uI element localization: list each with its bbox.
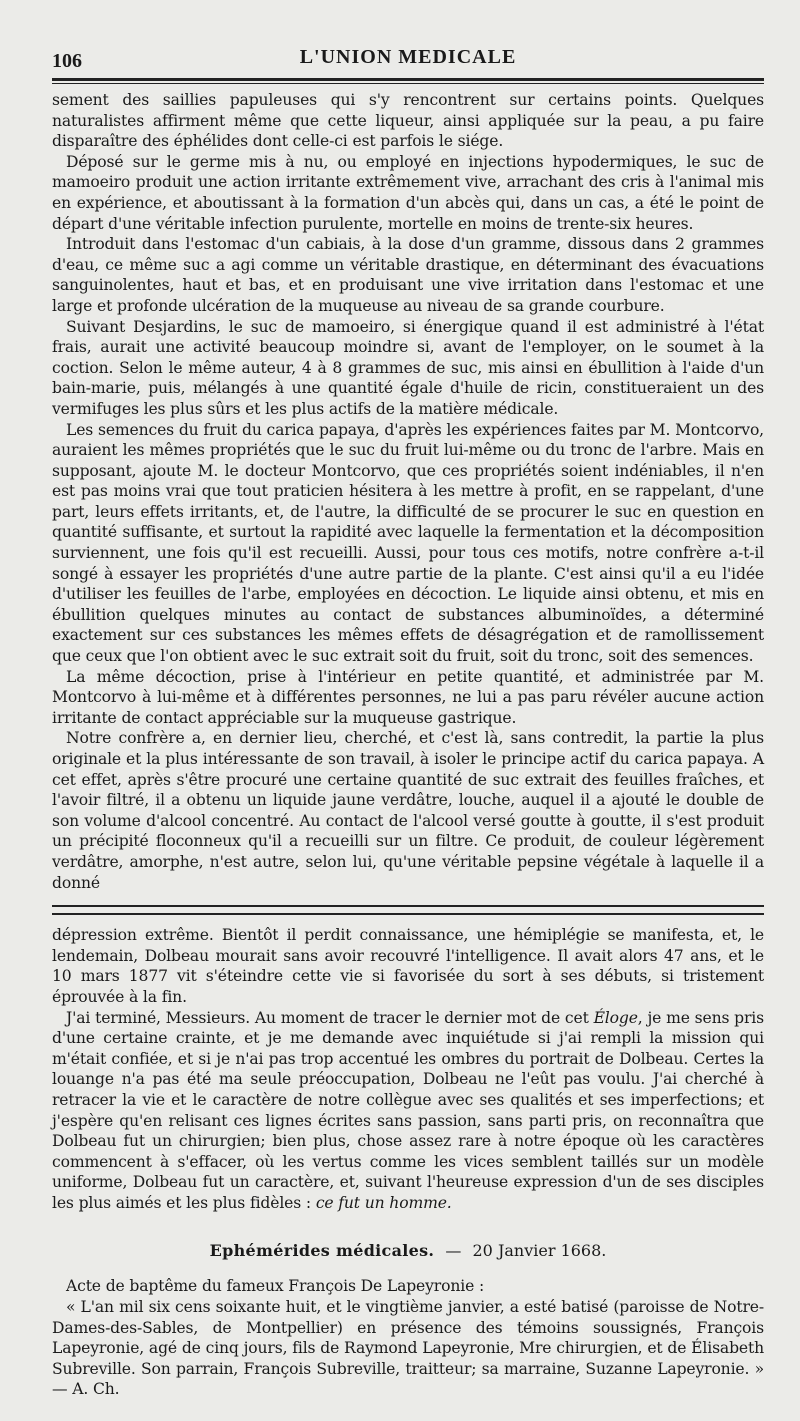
text-run: J'ai terminé, Messieurs. Au moment de tracer le dernier mot de cet xyxy=(66,1008,594,1027)
heading-dash: — xyxy=(445,1241,462,1261)
article-body xyxy=(52,90,764,893)
page-number: 106 xyxy=(52,50,82,72)
article-paragraph: Suivant Desjardins, le suc de mamoeiro, si énergique quand il est administré à l'état frais, aurait une activité beaucoup moindre si, avant de l'employer, on le soumet à la coction. Selon le même auteur, 4 à 8 grammes de suc, mis ainsi en ébullition à l'aide d'un bain-marie, puis, mélangés à une quantité égale d'huile de ricin, constitueraient un des vermifuges les plus sûrs et les plus actifs de la matière médicale. xyxy=(52,317,764,418)
header-rule xyxy=(52,78,764,81)
footnote-separator xyxy=(52,905,764,915)
running-title: L'UNION MEDICALE xyxy=(299,46,517,68)
feuilleton-paragraph: dépression extrême. Bientôt il perdit connaissance, une hémiplégie se manifesta, et, le lendemain, Dolbeau mourait sans avoir recouvré l'intelligence. Il avait alors 47 ans, et le 10 mars 1877 vit s'éteindre cette vie si favorisée du sort à ses débuts, si tristement éprouvée à la fin. xyxy=(52,926,764,1006)
feuilleton-paragraph xyxy=(52,1008,764,1214)
article-paragraph: La même décoction, prise à l'intérieur en petite quantité, et administrée par M. Montcorvo à lui-même et à différentes personnes, ne lui a pas paru révéler aucune action irritante de contact appréciable sur la muqueuse gastrique. xyxy=(52,667,764,727)
ephemerides-heading xyxy=(52,1241,764,1260)
ephemerides-title: Ephémérides médicales. xyxy=(209,1241,435,1261)
ephemerides-date: 20 Janvier 1668. xyxy=(472,1241,607,1261)
text-run: , je me sens pris d'une certaine crainte, et je me demande avec inquiétude si j'ai rempli la mission qui m'était confiée, et si je n'ai pas trop accentué les ombres du portrait de Dolbeau. Certes la louange n'a pas été ma seule préoccupation, Dolbeau ne l'eût pas voulu. J'ai cherché à retracer la vie et le caractère de notre collègue avec ses qualités et ses imperfections; et j'espère qu'en relisant ces lignes écrites sans passion, sans parti pris, on reconnaîtra que Dolbeau fut un chirurgien; bien plus, chose assez rare à notre époque où les caractères commencent à s'effacer, où les vertus comme les vices semblent taillés sur un modèle uniforme, Dolbeau fut un caractère, et, suivant l'heureuse expression d'un de ses disciples les plus aimés et les plus fidèles : xyxy=(52,1008,764,1212)
signature: — A. Ch. xyxy=(52,1380,120,1399)
feuilleton-section xyxy=(52,925,764,1213)
closing-quote: ce fut un homme. xyxy=(315,1193,452,1212)
page-header xyxy=(52,40,764,74)
italic-title: Éloge xyxy=(593,1008,638,1027)
act-text: « L'an mil six cens soixante huit, et le vingtième janvier, a esté batisé (paroisse de Notre-Dames-des-Sables, de Montpellier) en présence des témoins soussignés, François Lapeyronie, agé de cinq jours, fils de Raymond Lapeyronie, Mre chirurgien, et de Élisabeth Subreville. Son parrain, François Subreville, traitteur; sa marraine, Suzanne Lapeyronie. » xyxy=(52,1298,764,1378)
ephemerides-body xyxy=(52,1276,764,1400)
article-paragraph: Les semences du fruit du carica papaya, d'après les expériences faites par M. Montcorvo, auraient les mêmes propriétés que le suc du fruit lui-même ou du tronc de l'arbre. Mais en supposant, ajoute M. le docteur Montcorvo, que ces propriétés soient indéniables, il n'en est pas moins vrai que tout praticien hésitera à les mettre à profit, en se rappelant, d'une part, leurs effets irritants, et, de l'autre, la difficulté de se procurer le suc en question en quantité suffisante, et surtout la rapidité avec laquelle la fermentation et la décomposition surviennent, une fois qu'il est recueilli. Aussi, pour tous ces motifs, notre confrère a-t-il songé à essayer les propriétés d'une autre partie de la plante. C'est ainsi qu'il a eu l'idée d'utiliser les feuilles de l'arbe, employées en décoction. Le liquide ainsi obtenu, et mis en ébullition quelques minutes au contact de substances albuminoïdes, a déterminé exactement sur ces substances les mêmes effets de désagrégation et de ramollissement que ceux que l'on obtient avec le suc extrait soit du fruit, soit du tronc, soit des semences. xyxy=(52,420,764,666)
article-paragraph: Notre confrère a, en dernier lieu, cherché, et c'est là, sans contredit, la partie la plus originale et la plus intéressante de son travail, à isoler le principe actif du carica papaya. A cet effet, après s'être procuré une certaine quantité de suc extrait des feuilles fraîches, et l'avoir filtré, il a obtenu un liquide jaune verdâtre, louche, auquel il a ajouté le double de son volume d'alcool concentré. Au contact de l'alcool versé goutte à goutte, il s'est produit un précipité floconneux qu'il a recueilli sur un filtre. Ce produit, de couleur légèrement verdâtre, amorphe, n'est autre, selon lui, qu'une véritable pepsine végétale à laquelle il a donné xyxy=(52,729,764,892)
ephemerides-act xyxy=(52,1297,764,1400)
article-paragraph: Introduit dans l'estomac d'un cabiais, à la dose d'un gramme, dissous dans 2 grammes d'eau, ce même suc a agi comme un véritable drastique, en déterminant des évacuations sanguinolentes, haut et bas, et en produisant une vive irritation dans l'estomac et une large et profonde ulcération de la muqueuse au niveau de sa grande courbure. xyxy=(52,235,764,315)
ephemerides-intro: Acte de baptême du fameux François De Lapeyronie : xyxy=(66,1277,485,1296)
article-paragraph: Déposé sur le germe mis à nu, ou employé en injections hypodermiques, le suc de mamoeiro produit une action irritante extrêmement vive, arrachant des cris à l'animal mis en expérience, et aboutissant à la formation d'un abcès qui, dans un cas, a été le point de départ d'une véritable infection purulente, mortelle en moins de trente-six heures. xyxy=(52,152,764,233)
article-paragraph: sement des saillies papuleuses qui s'y rencontrent sur certains points. Quelques naturalistes affirment même que cette liqueur, ainsi appliquée sur la peau, a pu faire disparaître des éphélides dont celle-ci est parfois le siége. xyxy=(52,91,764,151)
header-rule-thin xyxy=(52,83,764,84)
